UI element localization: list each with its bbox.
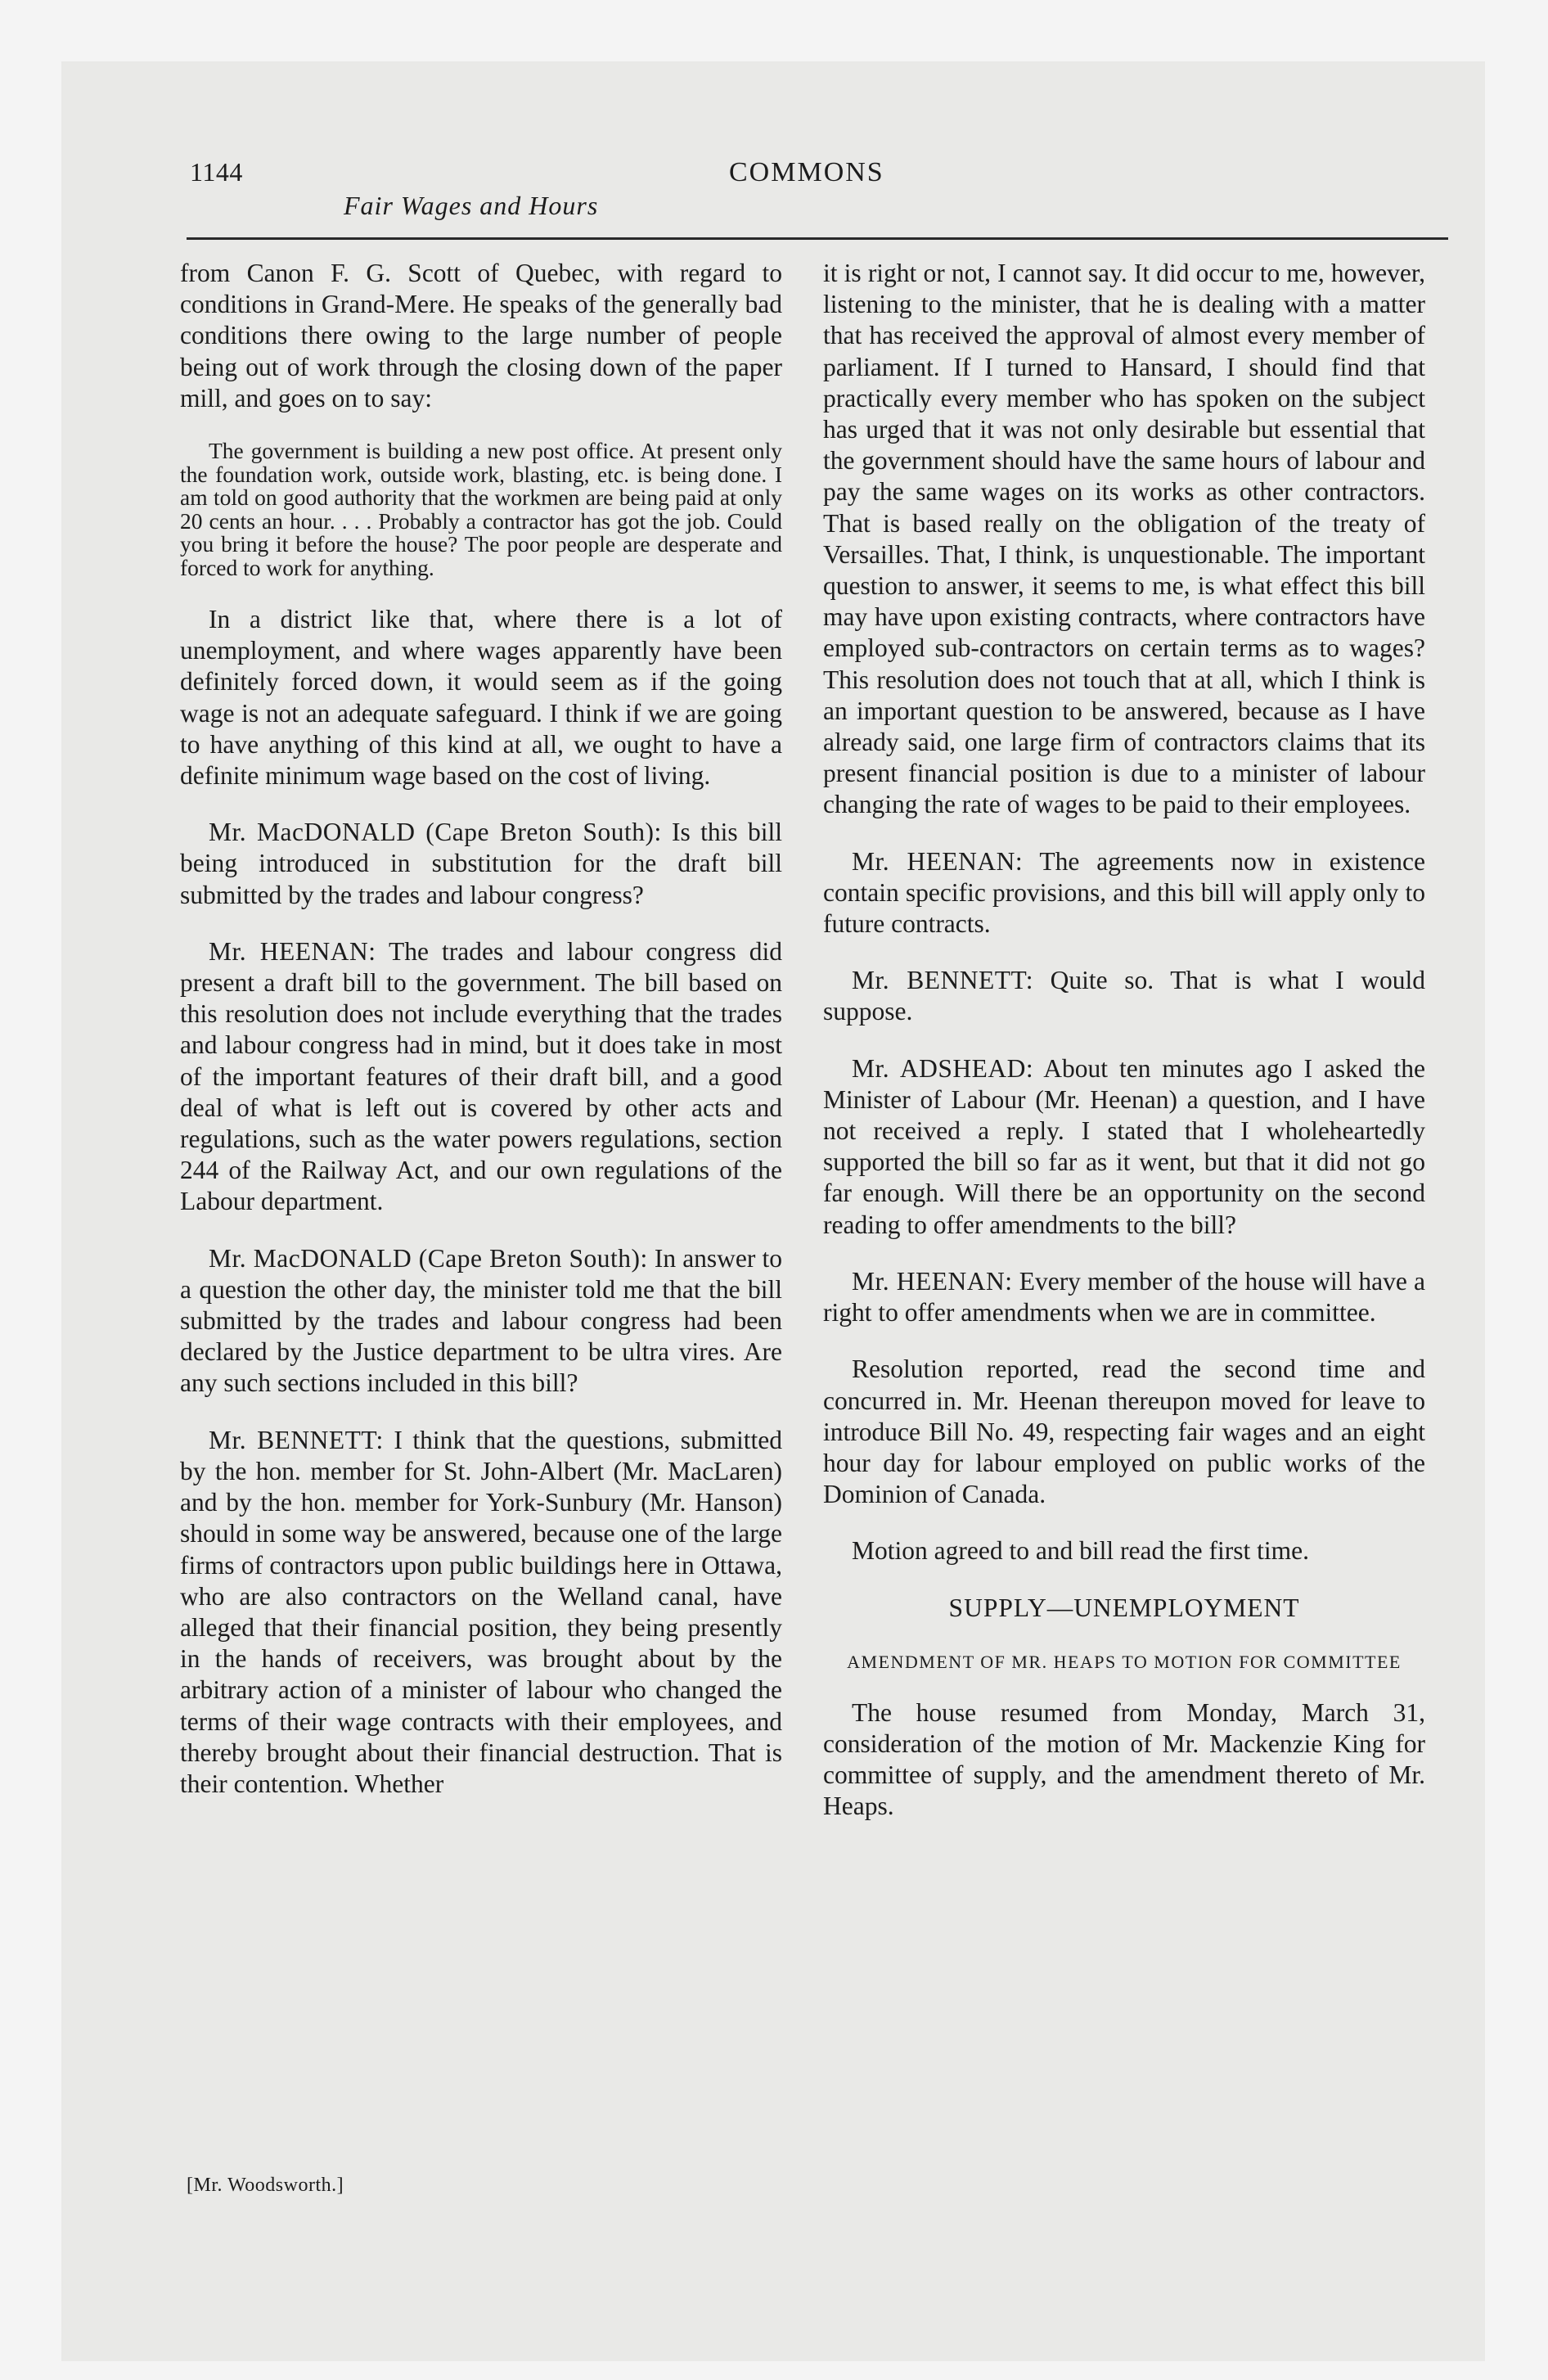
- paragraph: [180, 936, 782, 1218]
- paragraph: Motion agreed to and bill read the first time.: [852, 1536, 1309, 1566]
- page-title: COMMONS: [729, 157, 884, 187]
- speaker-name: Mr. ADSHEAD:: [852, 1053, 1034, 1083]
- speech-text: The agreements now in existence contain specific provisions, and this bill will apply only to future contracts.: [823, 846, 1425, 939]
- paragraph: [823, 1053, 1425, 1241]
- paragraph: Resolution reported, read the second time and concurred in. Mr. Heenan thereupon moved for leave to introduce Bill No. 49, respecting fair wages and an eight hour day for labour employed on public works of the Dominion of Canada.: [823, 1355, 1425, 1509]
- speech-text: About ten minutes ago I asked the Minister of Labour (Mr. Heenan) a question, and I have not received a reply. I stated that I wholeheartedly supported the bill so far as it went, but that it did not go far enough. Will there be an opportunity on the second reading to offer amendments to the bill?: [823, 1053, 1426, 1239]
- section-heading: SUPPLY—UNEMPLOYMENT: [948, 1593, 1300, 1622]
- speaker-name: Mr. HEENAN:: [209, 936, 376, 966]
- paragraph: [823, 846, 1425, 940]
- paragraph: [180, 1425, 782, 1800]
- speaker-name: Mr. MacDONALD (Cape Breton South):: [209, 1243, 648, 1273]
- paragraph: [823, 1266, 1425, 1328]
- speech-text: I think that the questions, submitted by the hon. member for St. John-Albert (Mr. MacLaren) and by the hon. member for York-Sunbury (Mr. Hanson) should in some way be answered, because one of the large firms of contractors upon public buildings here in Ottawa, who are also contractors on the Welland canal, have alleged that their financial position, they being presently in the hands of receivers, was brought about by the arbitrary action of a minister of labour who changed the terms of their wage contracts with their employees, and thereby brought about their financial destruction. That is their contention. Whether: [180, 1425, 782, 1798]
- speaker-name: Mr. HEENAN:: [852, 1266, 1013, 1296]
- speaker-name: Mr. BENNETT:: [852, 966, 1033, 995]
- running-subtitle: Fair Wages and Hours: [344, 191, 599, 220]
- footer-speaker-reference: [Mr. Woodsworth.]: [187, 2175, 344, 2196]
- speech-text: In answer to a question the other day, the minister told me that the bill submitted by the trades and labour congress had been declared by the Justice department to be ultra vires. Are any such sections included in this bill?: [180, 1243, 783, 1398]
- speech-text: Every member of the house will have a right to offer amendments when we are in committee.: [823, 1266, 1425, 1327]
- paragraph: from Canon F. G. Scott of Quebec, with regard to conditions in Grand-Mere. He speaks of the generally bad conditions there owing to the large number of people being out of work through the closing down of the paper mill, and goes on to say:: [180, 259, 782, 412]
- paragraph: [823, 965, 1425, 1027]
- speaker-name: Mr. BENNETT:: [209, 1425, 384, 1454]
- quotation: The government is building a new post office. At present only the foundation work, outside work, blasting, etc. is being done. I am told on good authority that the workmen are being paid at only 20 cents an hour. . . . Probably a contractor has got the job. Could you bring it before the house? The poor people are desperate and forced to work for anything.: [180, 438, 782, 580]
- speaker-name: Mr. MacDONALD (Cape Breton South):: [209, 818, 662, 847]
- header-rule: [187, 237, 1448, 240]
- paragraph: The house resumed from Monday, March 31, consideration of the motion of Mr. Mackenzie King for committee of supply, and the amendment thereto of Mr. Heaps.: [823, 1697, 1425, 1821]
- paragraph: it is right or not, I cannot say. It did occur to me, however, listening to the minister, that he is dealing with a matter that has received the approval of almost every member of parliament. If I turned to Hansard, I should find that practically every member who has spoken on the subject has urged that it was not only desirable but essential that the government should have the same hours of labour and pay the same wages on its works as other contractors. That is based really on the obligation of the treaty of Versailles. That, I think, is unquestionable. The important question to answer, it seems to me, is what effect this bill may have upon existing contracts, where contractors have employed sub-contractors on certain terms as to wages? This resolution does not touch that at all, which I think is an important question to be answered, because as I have already said, one large firm of contractors claims that its present financial position is due to a minister of labour changing the rate of wages to be paid to their employees.: [823, 259, 1425, 819]
- left-column: [180, 258, 782, 1825]
- paragraph: [180, 817, 782, 911]
- paragraph: [180, 1243, 782, 1400]
- speech-text: The trades and labour congress did present a draft bill to the government. The bill based on this resolution does not include everything that the trades and labour congress had in mind, but it does take in most of the important features of their draft bill, and a good deal of what is left out is covered by other acts and regulations, such as the water powers regulations, section 244 of the Railway Act, and our own regulations of the Labour department.: [180, 936, 782, 1216]
- speech-text: Quite so. That is what I would suppose.: [823, 966, 1425, 1026]
- section-subheading: AMENDMENT OF MR. HEAPS TO MOTION FOR COMMITTEE: [847, 1651, 1402, 1672]
- page-number: 1144: [190, 157, 243, 187]
- speech-text: Is this bill being introduced in substitution for the draft bill submitted by the trades and labour congress?: [180, 818, 783, 909]
- paragraph: In a district like that, where there is a lot of unemployment, and where wages apparently have been definitely forced down, it would seem as if the going wage is not an adequate safeguard. I think if we are going to have anything of this kind at all, we ought to have a definite minimum wage based on the cost of living.: [180, 605, 782, 791]
- right-column: [823, 258, 1425, 1848]
- speaker-name: Mr. HEENAN:: [852, 846, 1024, 876]
